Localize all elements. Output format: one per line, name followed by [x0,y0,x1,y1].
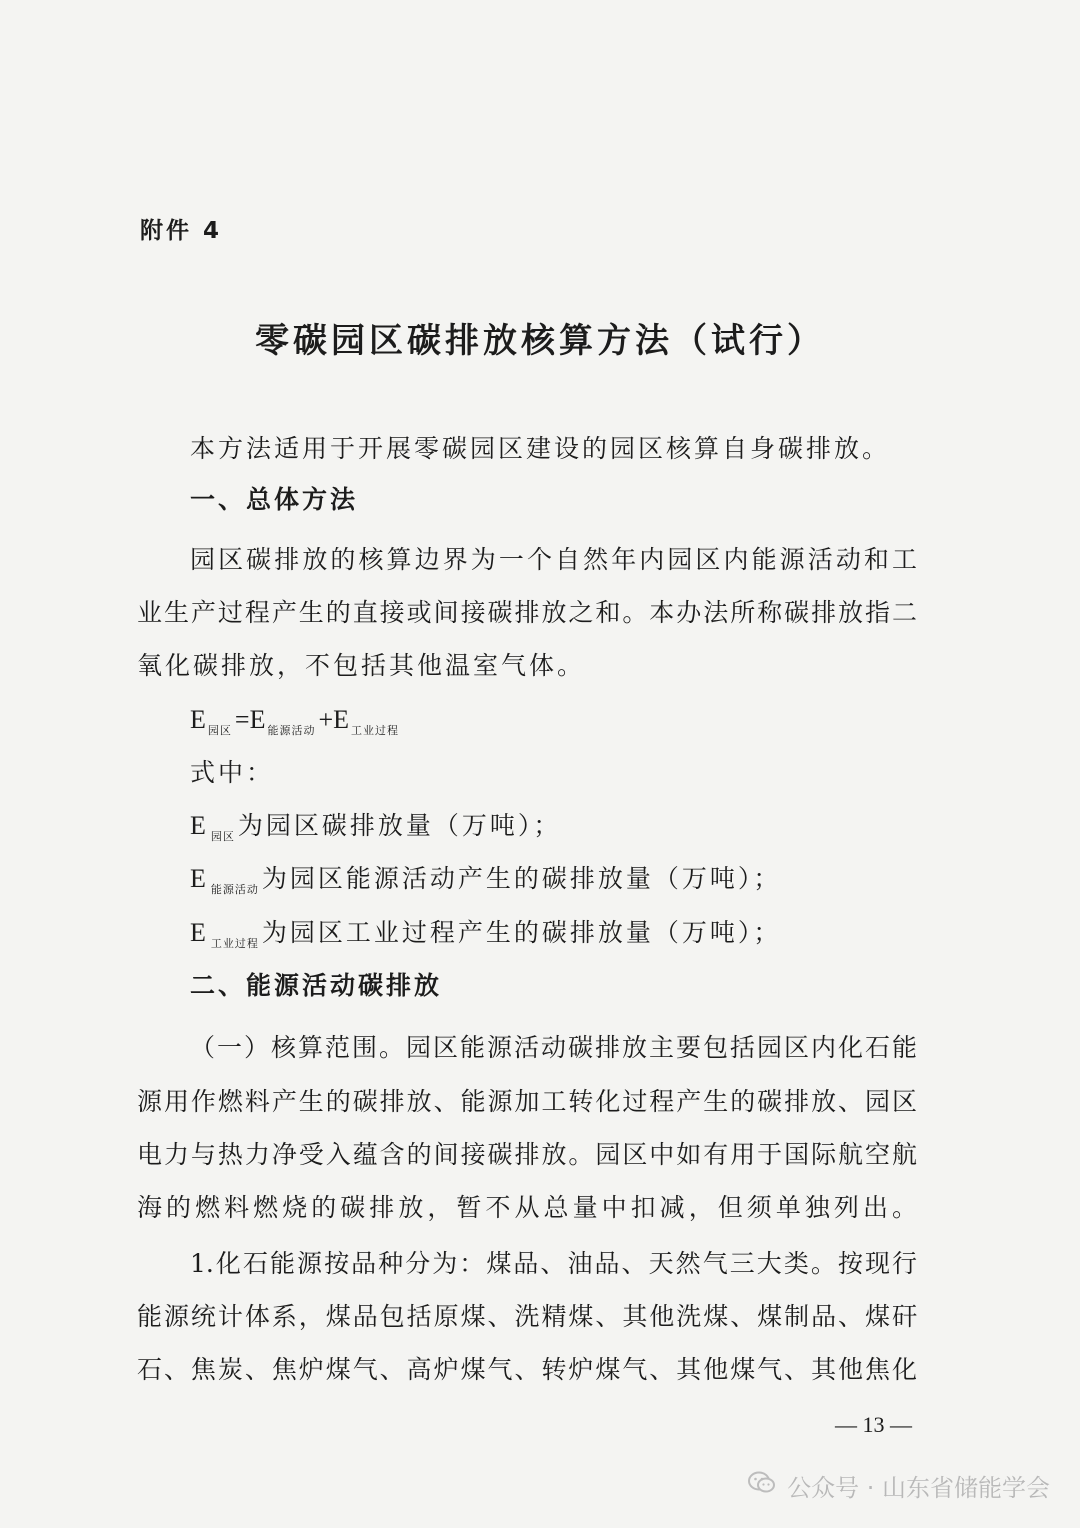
definition-symbol: E [190,864,209,893]
intro-paragraph: 本方法适用于开展零碳园区建设的园区核算自身碳排放。 [190,434,891,463]
definition-symbol: E [190,811,209,840]
definition-line [190,864,917,896]
definition-text: 为园区能源活动产生的碳排放量（万吨）； [261,864,782,893]
section-2-line: 石、焦炭、焦炉煤气、高炉煤气、转炉煤气、其他煤气、其他焦化 [137,1355,917,1384]
section-2-line: 1.化石能源按品种分为：煤品、油品、天然气三大类。按现行 [190,1249,917,1278]
document-title: 零碳园区碳排放核算方法（试行） [255,321,825,361]
watermark-text: 公众号 · 山东省储能学会 [787,1474,1050,1502]
formula-plus: + [318,705,334,734]
definition-line [190,918,917,950]
definition-line [190,811,917,843]
section-1-heading: 一、总体方法 [190,485,359,514]
section-1-line: 氧化碳排放，不包括其他温室气体。 [137,651,586,680]
definition-subscript: 园区 [210,830,235,843]
formula-subscript-park: 园区 [207,724,232,737]
section-2-line: 源用作燃料产生的碳排放、能源加工转化过程产生的碳排放、园区 [137,1087,917,1116]
definition-subscript: 工业过程 [210,937,259,950]
page-number: — 13 — [835,1412,912,1437]
formula [190,705,917,737]
section-2-line: 海的燃料燃烧的碳排放，暂不从总量中扣减，但须单独列出。 [137,1193,917,1222]
section-2-heading: 二、能源活动碳排放 [190,971,443,1000]
wechat-icon [747,1470,777,1502]
section-2-line: （一）核算范围。园区能源活动碳排放主要包括园区内化石能 [190,1033,917,1062]
formula-subscript-energy: 能源活动 [267,724,316,737]
formula-symbol: E [333,705,350,734]
formula-subscript-industry: 工业过程 [351,724,400,737]
section-1-line: 园区碳排放的核算边界为一个自然年内园区内能源活动和工 [190,545,917,574]
definition-text: 为园区工业过程产生的碳排放量（万吨）； [261,918,782,947]
formula-equals: = [234,705,250,734]
definition-symbol: E [190,918,209,947]
section-2-line: 电力与热力净受入蕴含的间接碳排放。园区中如有用于国际航空航 [137,1140,917,1169]
definition-subscript: 能源活动 [210,883,259,896]
where-label: 式中： [190,758,275,787]
section-2-line: 能源统计体系，煤品包括原煤、洗精煤、其他洗煤、煤制品、煤矸 [137,1302,917,1331]
attachment-label: 附件 4 [140,218,223,244]
definition-text: 为园区碳排放量（万吨）； [237,811,562,840]
formula-symbol: E [190,705,206,734]
formula-symbol: E [249,705,266,734]
section-1-line: 业生产过程产生的直接或间接碳排放之和。本办法所称碳排放指二 [137,598,917,627]
watermark [747,1468,1050,1503]
